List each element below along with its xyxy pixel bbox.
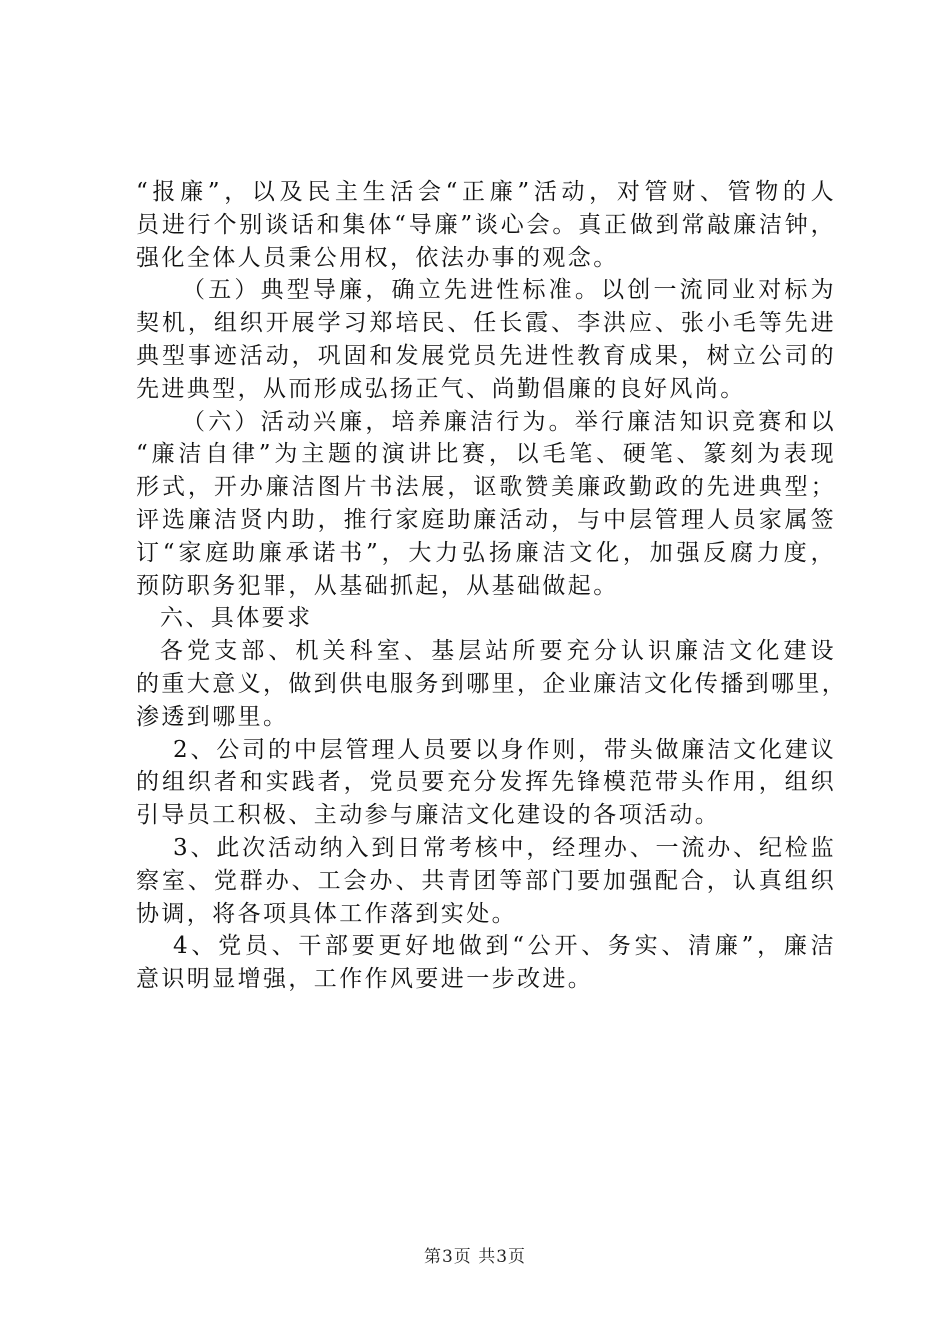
text-line: 评选廉洁贤内助，推行家庭助廉活动，与中层管理人员家属签: [136, 506, 836, 533]
text-line: 的重大意义，做到供电服务到哪里，企业廉洁文化传播到哪里，: [136, 670, 848, 697]
text-line: 引导员工积极、主动参与廉洁文化建设的各项活动。: [136, 802, 721, 829]
text-line: （五）典型导廉，确立先进性标准。以创一流同业对标为: [182, 277, 836, 304]
text-line: 协调，将各项具体工作落到实处。: [136, 900, 517, 927]
text-line: （六）活动兴廉，培养廉洁行为。举行廉洁知识竞赛和以: [182, 408, 836, 435]
text-line: “报廉”，以及民主生活会“正廉”活动，对管财、管物的人: [136, 179, 836, 205]
text-line: 渗透到哪里。: [136, 703, 289, 730]
text-line: 形式，开办廉洁图片书法展，讴歌赞美廉政勤政的先进典型；: [136, 474, 836, 501]
text-line: 4、党员、干部要更好地做到“公开、务实、清廉”，廉洁: [173, 933, 836, 960]
text-line: 员进行个别谈话和集体“导廉”谈心会。真正做到常敲廉洁钟，: [136, 211, 836, 238]
text-line: 预防职务犯罪，从基础抓起，从基础做起。: [136, 572, 619, 599]
text-line: 察室、党群办、工会办、共青团等部门要加强配合，认真组织: [136, 867, 836, 894]
text-line: 强化全体人员秉公用权，依法办事的观念。: [136, 244, 619, 271]
text-line: 意识明显增强，工作作风要进一步改进。: [136, 966, 594, 993]
text-line: 契机，组织开展学习郑培民、任长霞、李洪应、张小毛等先进: [136, 310, 836, 337]
text-line: 典型事迹活动，巩固和发展党员先进性教育成果，树立公司的: [136, 342, 836, 369]
text-line: 2、公司的中层管理人员要以身作则，带头做廉洁文化建议: [173, 736, 836, 763]
text-line: 的组织者和实践者，党员要充分发挥先锋模范带头作用，组织: [136, 769, 836, 796]
text-line: 订“家庭助廉承诺书”，大力弘扬廉洁文化，加强反腐力度，: [136, 539, 836, 566]
text-line: 先进典型，从而形成弘扬正气、尚勤倡廉的良好风尚。: [136, 375, 746, 402]
document-body: [136, 176, 848, 996]
page-number-footer: 第3页 共3页: [423, 1247, 527, 1267]
text-line: 各党支部、机关科室、基层站所要充分认识廉洁文化建设: [160, 638, 836, 665]
text-line: “廉洁自律”为主题的演讲比赛，以毛笔、硬笔、篆刻为表现: [136, 441, 836, 468]
text-line: 3、此次活动纳入到日常考核中，经理办、一流办、纪检监: [173, 834, 836, 861]
section-heading: 六、具体要求: [160, 605, 313, 632]
